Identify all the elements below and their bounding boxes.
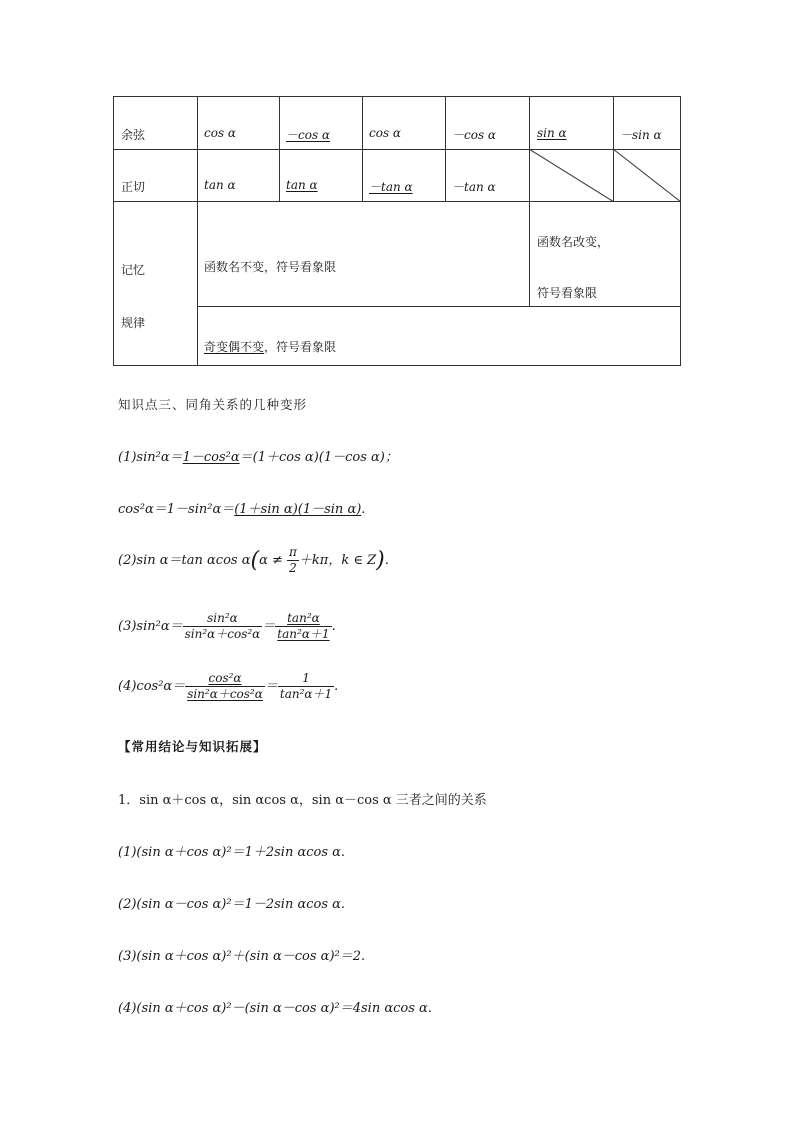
formula-text: . (334, 679, 339, 694)
rule-change-name-2: 符号看象限 (537, 286, 598, 300)
fraction (185, 671, 265, 702)
table-cell (113, 201, 198, 366)
fraction-denominator: tan²α＋1 (279, 687, 333, 701)
table-cell (197, 149, 280, 202)
relation-1: (1)(sin α＋cos α)²＝1＋2sin αcos α. (118, 845, 346, 860)
row-label-tan: 正切 (121, 180, 146, 194)
table-cell (529, 96, 614, 150)
cell-tan-2: tan α (286, 178, 318, 192)
cell-cos-3: cos α (369, 126, 402, 140)
formula-text: (2)sin α＝tan αcos α (118, 553, 251, 568)
row-label-cos: 余弦 (121, 128, 146, 142)
diagonal-line (613, 149, 681, 202)
table-cell (279, 149, 363, 202)
formula-underlined: 1－cos²α (182, 450, 240, 465)
cell-tan-4: －tan α (452, 180, 496, 194)
extension-item-1: 1．sin α＋cos α，sin αcos α，sin α－cos α 三者之间的关系 (118, 793, 487, 808)
fraction-pi-over-2 (287, 545, 299, 576)
table-cell-empty (613, 149, 681, 202)
cell-cos-2: －cos α (286, 128, 331, 142)
rule-odd-even (204, 338, 336, 355)
cell-tan-3: －tan α (369, 180, 413, 194)
fraction-denominator: tan²α＋1 (277, 627, 330, 641)
formula-text: . (331, 619, 336, 634)
extension-heading: 【常用结论与知识拓展】 (118, 739, 267, 754)
fraction (275, 611, 331, 642)
memory-label-1: 记忆 (121, 263, 146, 277)
fraction-denominator: 2 (289, 561, 297, 575)
memory-label-2: 规律 (121, 316, 146, 330)
table-cell (197, 96, 280, 150)
table-cell (197, 306, 681, 366)
formula-text: . (361, 502, 366, 517)
formula-text: . (384, 553, 389, 568)
cell-cos-1: cos α (204, 126, 237, 140)
table-cell-empty (529, 149, 614, 202)
formula-text: ＋kπ，k ∈ Z (298, 553, 377, 568)
formula-underlined: (1＋sin α)(1－sin α) (234, 502, 362, 517)
rule-change-name-1: 函数名改变， (537, 235, 610, 249)
formula-1a (118, 446, 398, 465)
cell-cos-5: sin α (537, 126, 567, 140)
induction-formula-table (113, 96, 681, 366)
fraction-numerator: π (289, 545, 297, 559)
fraction (278, 671, 334, 702)
fraction-denominator: sin²α＋cos²α (187, 687, 263, 701)
fraction-numerator: sin²α (183, 611, 263, 627)
formula-text: (1)sin²α＝ (118, 450, 183, 465)
formula-text: (4)cos²α＝ (118, 679, 186, 694)
cell-cos-6: －sin α (620, 128, 662, 142)
fraction-denominator: sin²α＋cos²α (184, 627, 261, 641)
rule-same-name: 函数名不变，符号看象限 (204, 260, 337, 274)
table-cell (362, 96, 446, 150)
formula-1b (118, 498, 365, 517)
formula-text: α ≠ (259, 553, 288, 568)
formula-text: (3)sin²α＝ (118, 619, 183, 634)
cell-tan-1: tan α (204, 178, 236, 192)
relation-3: (3)(sin α＋cos α)²＋(sin α－cos α)²＝2. (118, 949, 366, 964)
formula-4 (118, 671, 338, 702)
relation-2: (2)(sin α－cos α)²＝1－2sin αcos α. (118, 897, 346, 912)
relation-4: (4)(sin α＋cos α)²－(sin α－cos α)²＝4sin αcos α. (118, 1001, 432, 1016)
formula-text: ＝ (262, 619, 276, 634)
diagonal-line (529, 149, 614, 202)
formula-text: cos²α＝1－sin²α＝ (118, 502, 235, 517)
fraction-numerator: cos²α (185, 671, 265, 687)
fraction-numerator: tan²α (275, 611, 331, 627)
table-cell (197, 201, 530, 307)
cell-cos-4: －cos α (452, 128, 497, 142)
rule-odd-even-underlined: 奇变偶不变 (204, 340, 265, 354)
rule-odd-even-rest: ，符号看象限 (264, 340, 337, 354)
paren-open: ( (250, 548, 260, 573)
formula-3 (118, 611, 336, 642)
formula-text: ＝ (264, 679, 278, 694)
fraction (183, 611, 263, 642)
formula-text: ＝(1＋cos α)(1－cos α)； (239, 450, 398, 465)
paren-close: ) (376, 548, 385, 573)
section-heading: 知识点三、同角关系的几种变形 (118, 397, 308, 412)
formula-2 (118, 545, 389, 576)
fraction-numerator: 1 (278, 671, 334, 687)
